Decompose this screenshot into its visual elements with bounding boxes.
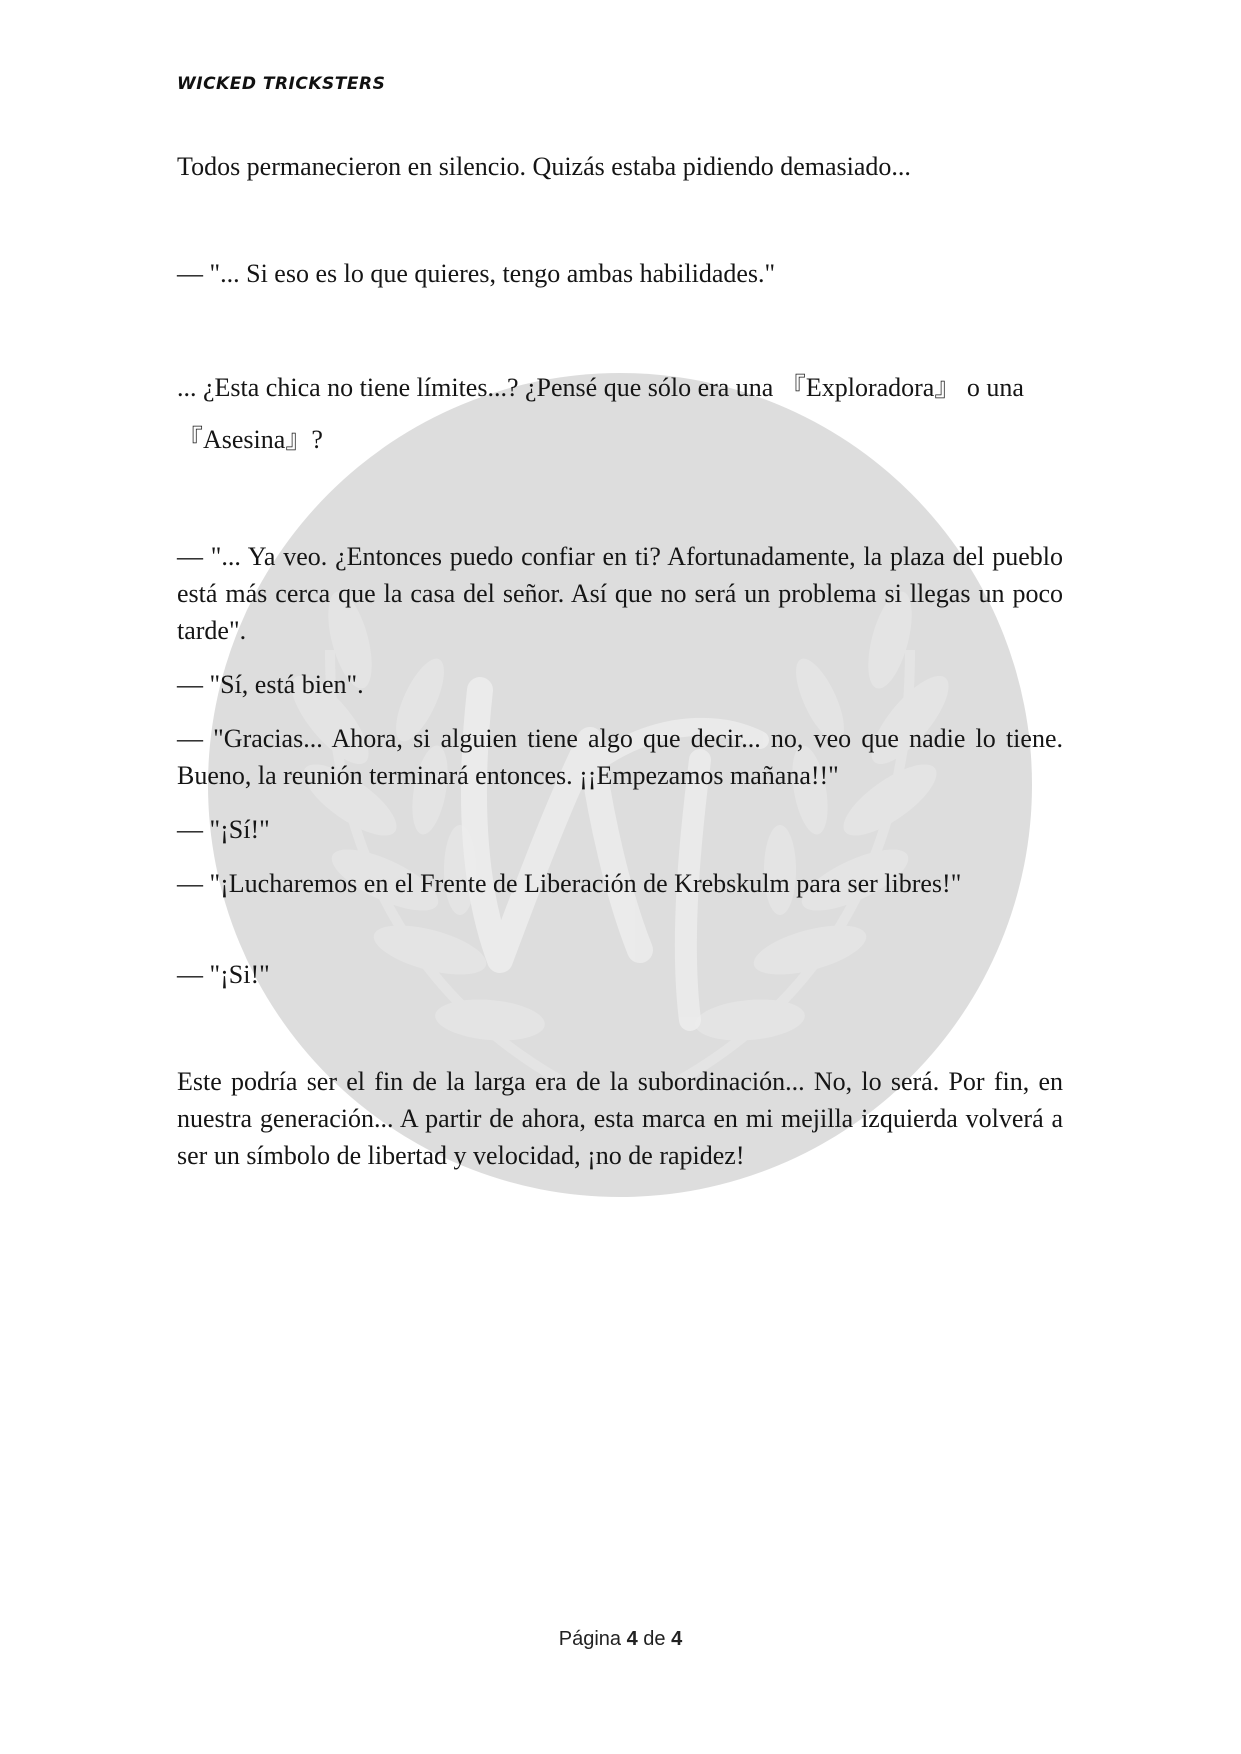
paragraph-9: — "¡Si!" — [177, 960, 270, 989]
paragraph-3: ... ¿Esta chica no tiene límites...? ¿Pensé que sólo era una 『Exploradora』 o una 『Asesina』? — [177, 373, 1024, 454]
paragraph-10: Este podría ser el fin de la larga era de la subordinación... No, lo será. Por fin, en nuestra generación... A partir de ahora, esta marca en mi mejilla izquierda volverá a ser un símbolo de libertad y velocidad, ¡no de rapidez! — [177, 1067, 1063, 1170]
paragraph-6: — "Gracias... Ahora, si alguien tiene algo que decir... no, veo que nadie lo tiene. Bueno, la reunión terminará entonces. ¡¡Empezamos mañana!!" — [177, 724, 1063, 790]
footer-total-pages: 4 — [671, 1628, 683, 1650]
paragraph-5: — "Sí, está bien". — [177, 670, 364, 699]
paragraph-4: — "... Ya veo. ¿Entonces puedo confiar en ti? Afortunadamente, la plaza del pueblo está más cerca que la casa del señor. Así que no será un problema si llegas un poco tarde". — [177, 542, 1063, 645]
paragraph-1: Todos permanecieron en silencio. Quizás estaba pidiendo demasiado... — [177, 152, 911, 181]
paragraph-8: — "¡Lucharemos en el Frente de Liberación de Krebskulm para ser libres!" — [177, 869, 962, 898]
page-number-footer — [0, 1628, 1241, 1651]
footer-page-word: Página — [558, 1628, 622, 1650]
paragraph-7: — "¡Sí!" — [177, 815, 270, 844]
footer-current-page: 4 — [626, 1628, 638, 1650]
book-title-header: WICKED TRICKSTERS — [177, 74, 386, 94]
paragraph-2: — "... Si eso es lo que quieres, tengo ambas habilidades." — [177, 259, 776, 288]
footer-of-word: de — [643, 1628, 666, 1650]
